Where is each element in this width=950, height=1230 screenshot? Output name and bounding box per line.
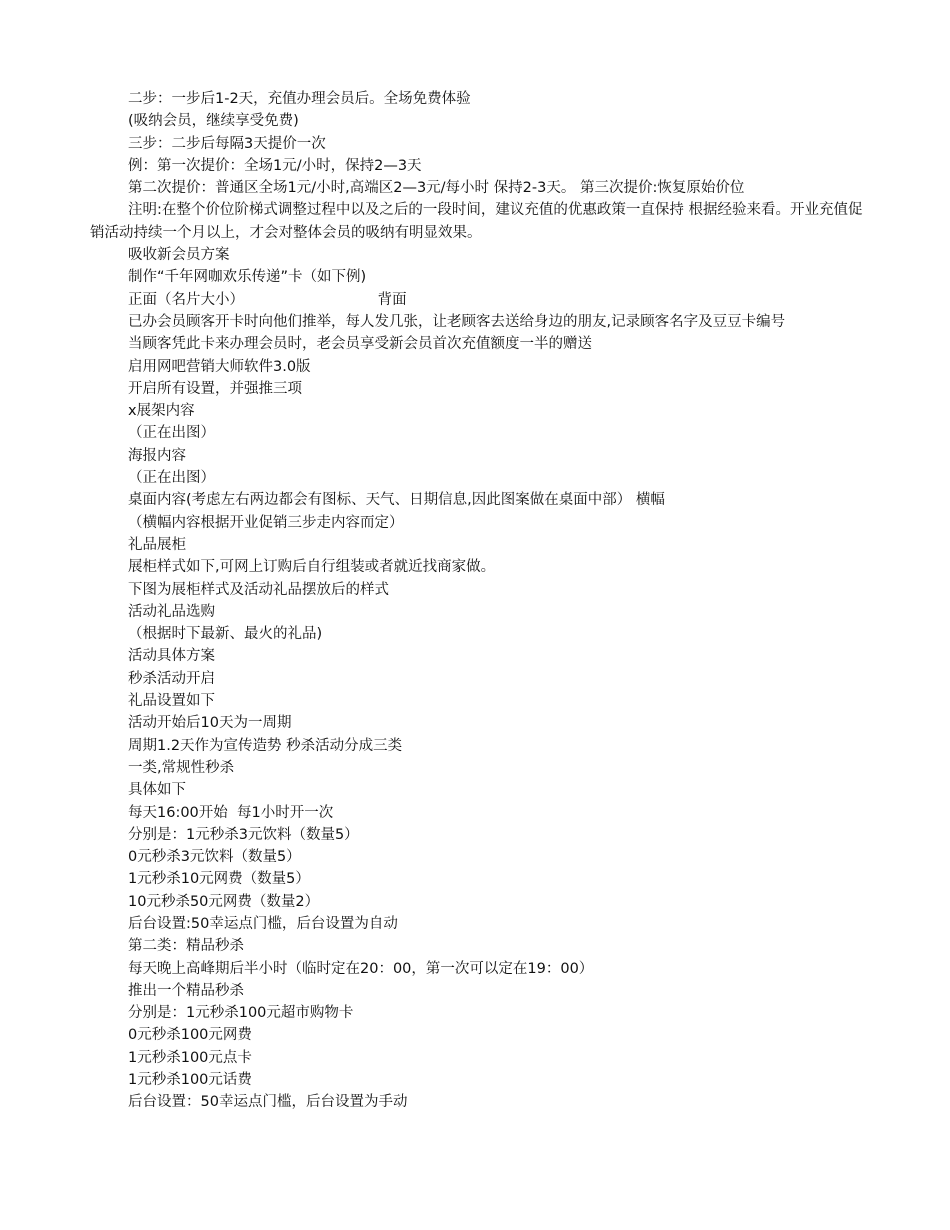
- paragraph: 下图为展柜样式及活动礼品摆放后的样式: [128, 581, 389, 598]
- paragraph: 1元秒杀100元话费: [128, 1072, 252, 1089]
- paragraph: 分别是：1元秒杀100元超市购物卡: [128, 1005, 354, 1022]
- paragraph: （根据时下最新、最火的礼品): [128, 626, 323, 643]
- paragraph: x展架内容: [128, 403, 195, 420]
- paragraph: 每天晚上高峰期后半小时（临时定在20：00，第一次可以定在19：00）: [128, 960, 594, 977]
- paragraph: 1元秒杀10元网费（数量5）: [128, 871, 310, 888]
- paragraph: 礼品设置如下: [128, 693, 215, 710]
- paragraph: 礼品展柜: [128, 536, 186, 553]
- paragraph: 秒杀活动开启: [128, 670, 215, 687]
- paragraph: （正在出图）: [128, 425, 215, 442]
- paragraph: 每天16:00开始 每1小时开一次: [128, 804, 334, 821]
- paragraph: 推出一个精品秒杀: [128, 982, 244, 999]
- paragraph: 制作“千年网咖欢乐传递”卡（如下例): [128, 269, 367, 286]
- paragraph: 活动具体方案: [128, 648, 215, 665]
- paragraph: （正在出图）: [128, 470, 215, 487]
- paragraph: 桌面内容(考虑左右两边都会有图标、天气、日期信息,因此图案做在桌面中部） 横幅: [128, 492, 665, 509]
- paragraph: 0元秒杀100元网费: [128, 1027, 252, 1044]
- paragraph: 三步：二步后每隔3天提价一次: [128, 135, 326, 152]
- paragraph: 启用网吧营销大师软件3.0版: [128, 358, 311, 375]
- paragraph: 分别是：1元秒杀3元饮料（数量5）: [128, 826, 359, 843]
- paragraph: 展柜样式如下,可网上订购后自行组装或者就近找商家做。: [128, 559, 496, 576]
- paragraph: 后台设置:50幸运点门槛，后台设置为自动: [128, 915, 398, 932]
- paragraph: 活动开始后10天为一周期: [128, 715, 292, 732]
- paragraph: 当顾客凭此卡来办理会员时，老会员享受新会员首次充值额度一半的赠送: [128, 336, 592, 353]
- paragraph: 0元秒杀3元饮料（数量5）: [128, 849, 301, 866]
- paragraph: 10元秒杀50元网费（数量2）: [128, 893, 320, 910]
- paragraph: 吸收新会员方案: [128, 247, 230, 264]
- paragraph: 后台设置：50幸运点门槛，后台设置为手动: [128, 1094, 408, 1111]
- document-body: [90, 88, 870, 1114]
- paragraph: 二步：一步后1-2天，充值办理会员后。全场免费体验: [128, 91, 471, 107]
- paragraph: 开启所有设置，并强推三项: [128, 380, 302, 397]
- paragraph: 1元秒杀100元点卡: [128, 1049, 252, 1066]
- paragraph: 已办会员顾客开卡时向他们推举，每人发几张，让老顾客去送给身边的朋友,记录顾客名字及豆豆卡编号: [128, 313, 786, 330]
- paragraph: 注明:在整个价位阶梯式调整过程中以及之后的一段时间，建议充值的优惠政策一直保持 根据经验来看。开业充值促销活动持续一个月以上，才会对整体会员的吸纳有明显效果。: [90, 202, 863, 241]
- paragraph: (吸纳会员，继续享受免费): [128, 113, 299, 130]
- paragraph: 具体如下: [128, 782, 186, 799]
- paragraph: 活动礼品选购: [128, 603, 215, 620]
- paragraph: 一类,常规性秒杀: [128, 759, 235, 776]
- paragraph: 第二次提价：普通区全场1元/小时,高端区2—3元/每小时 保持2-3天。 第三次提价:恢复原始价位: [128, 180, 745, 197]
- paragraph: （横幅内容根据开业促销三步走内容而定）: [128, 514, 404, 531]
- paragraph: 例：第一次提价：全场1元/小时，保持2—3天: [128, 157, 422, 174]
- paragraph: 海报内容: [128, 447, 186, 464]
- paragraph: 周期1.2天作为宣传造势 秒杀活动分成三类: [128, 737, 403, 754]
- paragraph: 第二类：精品秒杀: [128, 938, 244, 955]
- paragraph: 正面（名片大小） 背面: [128, 291, 407, 308]
